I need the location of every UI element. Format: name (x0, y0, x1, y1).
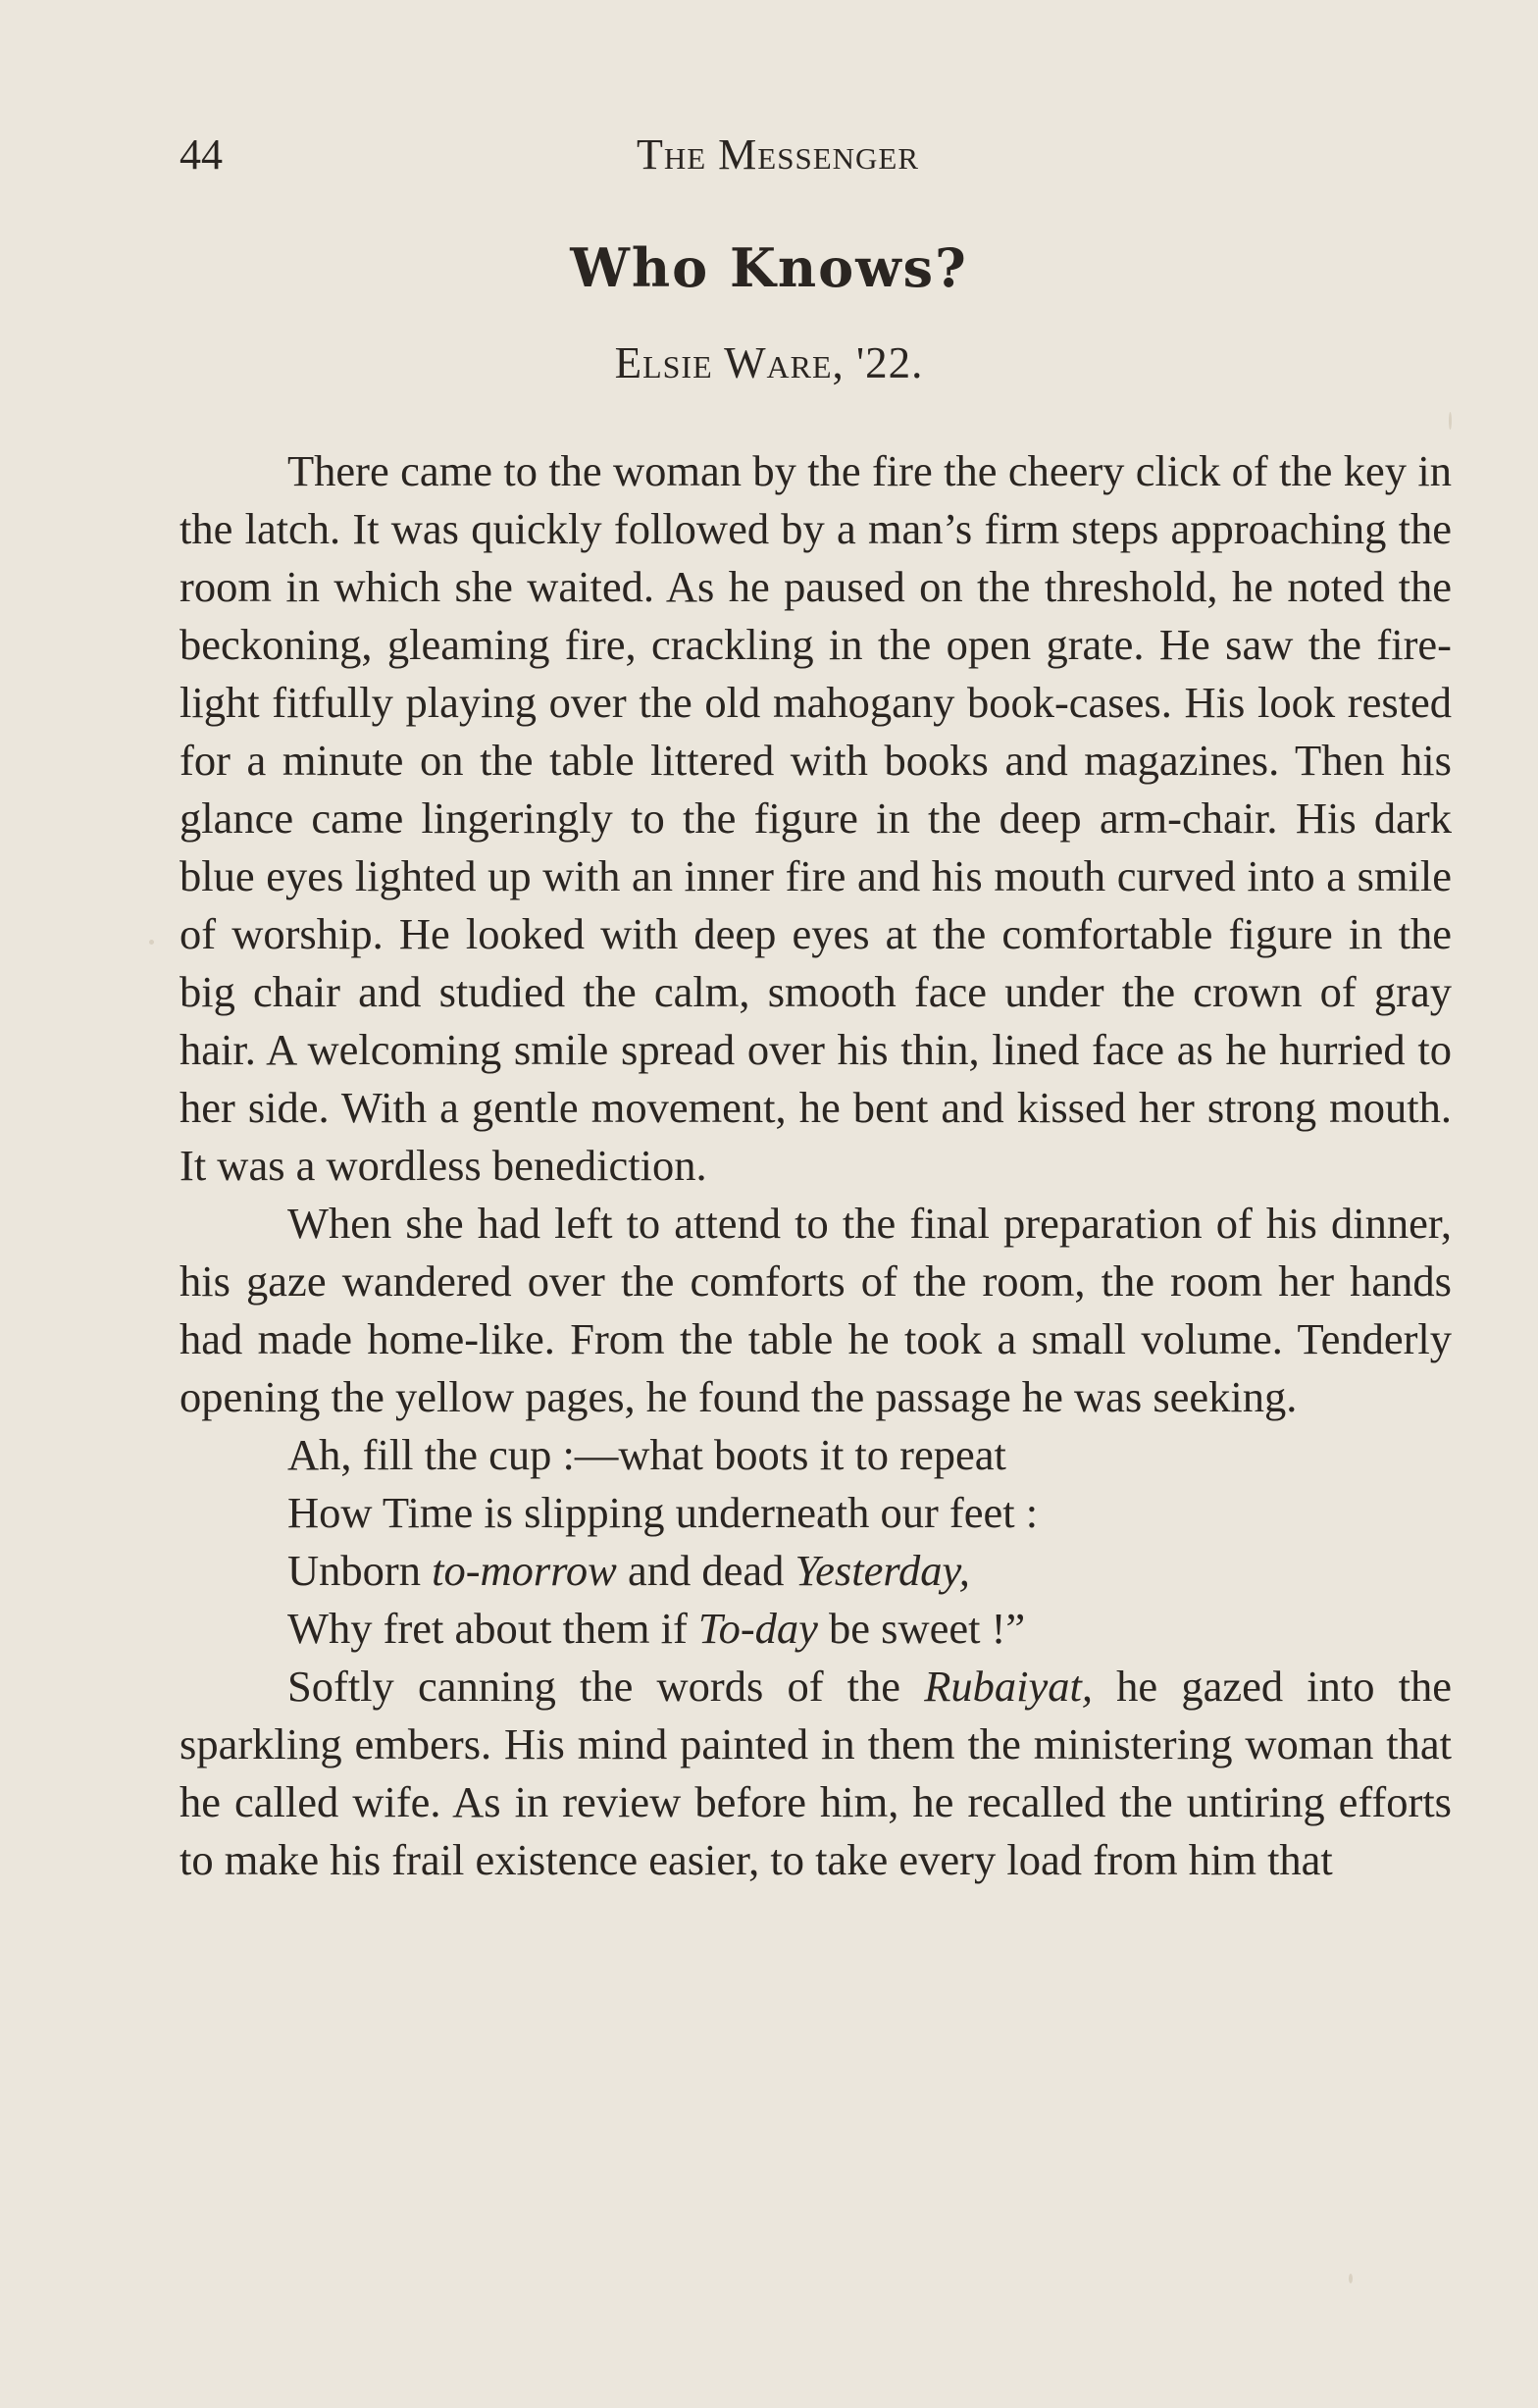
paragraph-text: Softly canning the words of the (287, 1662, 925, 1711)
verse-line (179, 1600, 1452, 1658)
verse-italic-text: to-morrow (432, 1546, 617, 1595)
author-byline: Elsie Ware, '22. (614, 338, 924, 387)
paper-spot (149, 940, 154, 945)
article-body (179, 442, 1452, 1889)
article-title: Who Knows? (570, 236, 968, 299)
paragraph: There came to the woman by the fire the cheery click of the key in the latch. It was quickly followed by a man’s firm steps approaching the room in which she waited. As he paused on the threshold, he noted the beckoning, gleaming fire, crackling in the open grate. He saw the fire-light fitfully playing over the old mahogany book-cases. His look rested for a minute on the table littered with books and magazines. Then his glance came lingeringly to the figure in the deep arm-chair. His dark blue eyes lighted up with an inner fire and his mouth curved into a smile of worship. He looked with deep eyes at the comfortable figure in the big chair and studied the calm, smooth face under the crown of gray hair. A welcoming smile spread over his thin, lined face as he hurried to her side. With a gentle movement, he bent and kissed her strong mouth. It was a wordless benediction. (179, 446, 1452, 1190)
paragraph: When she had left to attend to the final preparation of his dinner, his gaze wandered over the comforts of the room, the room her hands had made home-like. From the table he took a small volume. Tenderly opening the yellow pages, he found the passage he was seeking. (179, 1199, 1452, 1421)
verse-line: How Time is slipping underneath our feet : (287, 1488, 1039, 1537)
verse-italic-text: Yesterday, (795, 1546, 970, 1595)
verse-line: Ah, fill the cup :—what boots it to repeat (287, 1430, 1006, 1479)
verse-text: and dead (616, 1546, 795, 1595)
paragraph-text: he gazed into the sparkling embers. His mind painted in them the ministering woman that he called wife. As in review before him, he recalled the untiring efforts to make his frail existence easier, to take every load from him that (179, 1662, 1452, 1884)
page-number: 44 (179, 130, 223, 179)
running-head (179, 126, 1455, 184)
verse-line (179, 1542, 1452, 1600)
verse-quotation (179, 1426, 1452, 1658)
journal-title: The Messenger (636, 130, 920, 179)
paragraph-italic-text: Rubaiyat, (924, 1662, 1093, 1711)
verse-italic-text: To-day (697, 1604, 818, 1653)
verse-text: be sweet !” (817, 1604, 1026, 1653)
paper-spot (1349, 2274, 1353, 2283)
verse-text: Why fret about them if (287, 1604, 698, 1653)
verse-text: Unborn (287, 1546, 433, 1595)
paragraph (179, 1658, 1452, 1889)
paper-spot (1449, 412, 1452, 430)
